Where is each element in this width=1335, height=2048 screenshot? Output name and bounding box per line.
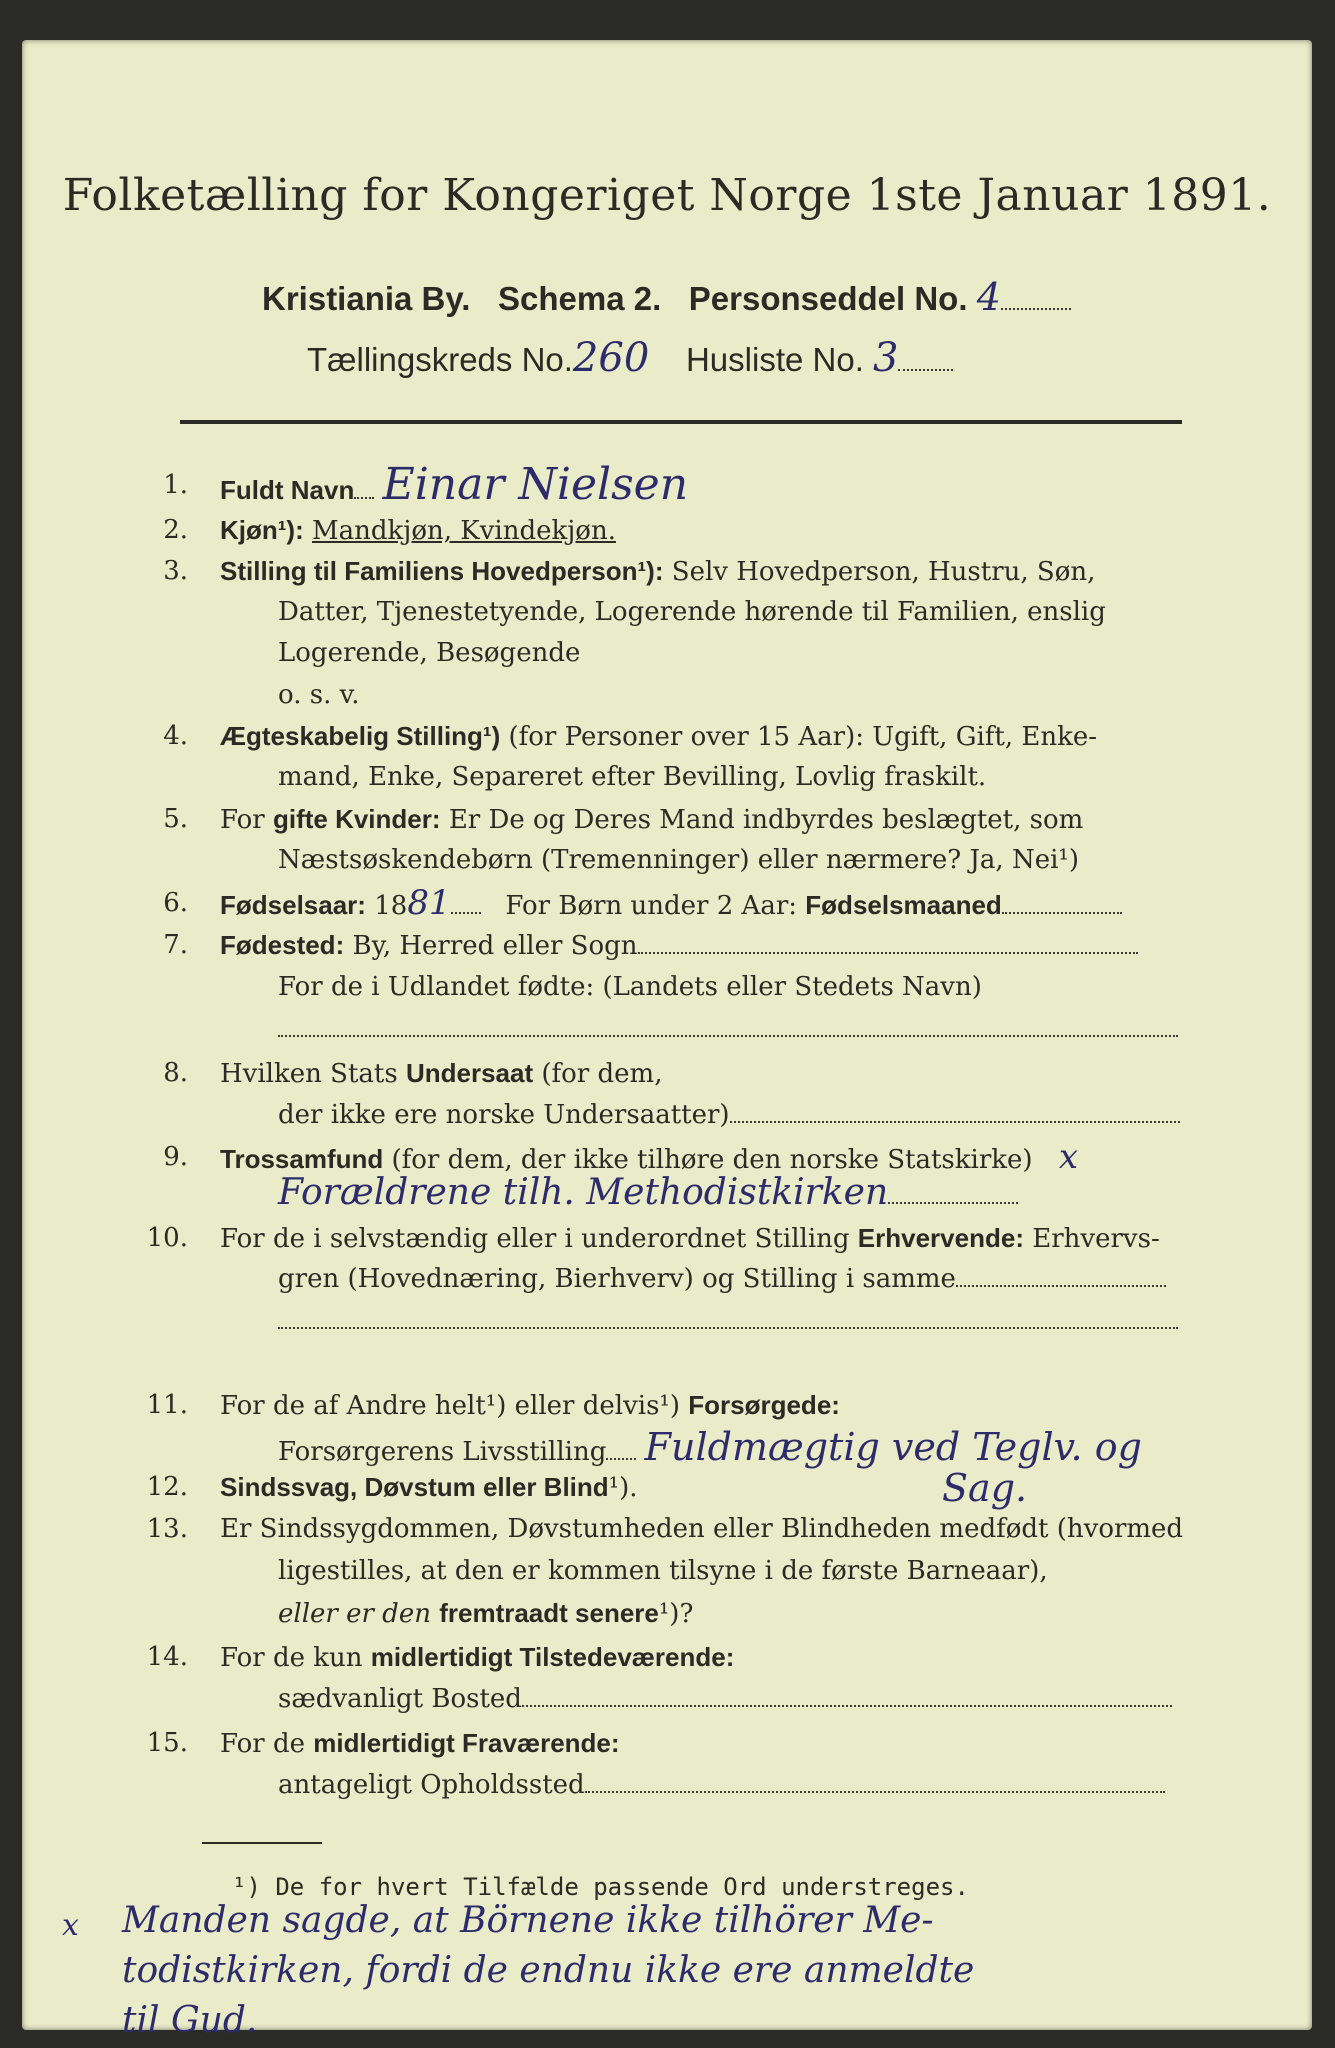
note-line-1: Manden sagde, at Börnene ikke tilhörer Me- [122,1900,934,1941]
item-number: 14. [146,1642,188,1672]
item-number: 6. [163,888,188,918]
occupation-text-2 [278,1262,1166,1296]
congenital-prefix: eller er den [278,1599,431,1629]
stay-location-label: antageligt Opholdssted [278,1770,585,1800]
item-number: 7. [163,930,188,960]
birthplace-abroad-text: For de i Udlandet fødte: (Landets eller Stedets Navn) [278,972,982,1002]
family-position-options-4: o. s. v. [278,680,360,710]
congenital-suffix: ¹)? [658,1599,694,1629]
citizenship-row [220,1056,662,1091]
religion-value-row [278,1172,1018,1213]
birth-year-prefix: 18 [374,891,408,921]
provider-occupation-value: Fuldmægtig ved Teglv. og [644,1425,1142,1469]
family-position-label: Stilling til Familiens Hovedperson¹): [220,556,664,586]
header-divider [180,420,1182,424]
occupation-row [220,1221,1160,1256]
religion-text: (for dem, der ikke tilhøre den norske Statskirke) [391,1145,1033,1175]
occupation-line [278,1304,1178,1338]
supported-label: Forsørgede: [688,1390,840,1420]
supported-prefix: For de af Andre helt¹) eller delvis¹) [220,1391,680,1421]
footnote: ¹) De for hvert Tilfælde passende Ord understreges. [232,1873,969,1901]
occupation-text-2-label: gren (Hovednæring, Bierhverv) og Stilling i samme [278,1264,956,1294]
citizenship-text-2 [278,1098,1180,1132]
item-number: 5. [163,804,188,834]
temporary-present-row [220,1640,734,1675]
full-name-value: Einar Nielsen [382,459,689,510]
citizenship-label: Undersaat [405,1058,534,1088]
husliste-number: 3 [873,335,899,381]
birth-year-row [220,883,1122,923]
full-name-label: Fuldt Navn [220,475,355,505]
congenital-text-3 [278,1596,693,1631]
stay-location-row [278,1768,1165,1802]
citizenship-prefix: Hvilken Stats [220,1059,398,1089]
temporary-present-prefix: For de kun [220,1643,363,1673]
congenital-text-2: ligestilles, at den er kommen tilsyne i de første Barneaar), [278,1556,1048,1586]
item-number: 9. [163,1142,188,1172]
supported-row [220,1388,840,1423]
census-form-sheet [22,40,1312,2041]
item-number: 10. [146,1223,188,1253]
husliste-label: Husliste No. [685,341,864,378]
sex-options: Mandkjøn, Kvindekjøn. [312,516,616,546]
item-number: 13. [146,1514,188,1544]
item-number: 3. [163,556,188,586]
occupation-prefix: For de i selvstændig eller i underordnet Stilling [220,1224,850,1254]
married-women-text-2: Næstsøskendebørn (Tremenninger) eller nærmere? Ja, Nei¹) [278,845,1079,875]
form-title: Folketælling for Kongeriget Norge 1ste Januar 1891. [62,170,1272,221]
married-women-prefix: For [220,805,265,835]
marital-status-text-2: mand, Enke, Separeret efter Bevilling, Lovlig fraskilt. [278,762,987,792]
marital-status-text-1: (for Personer over 15 Aar): Ugift, Gift, Enke- [508,722,1098,752]
city-label: Kristiania By. [262,280,471,317]
item-number: 4. [163,721,188,751]
married-women-text-1: Er De og Deres Mand indbyrdes beslægtet, som [448,805,1084,835]
provider-occupation-row [278,1425,1142,1469]
note-line-2: todistkirken, fordi de endnu ikke ere anmeldte [122,1950,975,1991]
form-subtitle [262,275,1071,319]
religion-mark: x [1058,1137,1079,1177]
item-number: 8. [163,1058,188,1088]
schema-label: Schema 2. [497,280,662,317]
birthplace-abroad-line [278,1012,1178,1046]
item-number: 2. [163,515,188,545]
birthplace-label: Fødested: [220,930,345,960]
family-position-options-3: Logerende, Besøgende [278,638,581,668]
provider-occupation-value-2: Sag. [942,1466,1028,1510]
temporary-absent-row [220,1726,620,1761]
family-position-options-1: Selv Hovedperson, Hustru, Søn, [671,557,1096,587]
birthplace-row [220,928,1138,963]
congenital-text-1: Er Sindssygdommen, Døvstumheden eller Blindheden medfødt (hvormed [220,1514,1184,1544]
usual-residence-row [278,1682,1172,1716]
birth-month-label: Fødselsmaaned [805,890,1002,920]
congenital-label: fremtraadt senere [439,1598,659,1628]
personseddel-label: Personseddel No. [688,280,968,317]
occupation-suffix: Erhvervs- [1032,1224,1160,1254]
item-number: 1. [163,470,188,500]
district-line [307,335,953,381]
taellingskreds-label: Tællingskreds No. [307,341,573,378]
item-number: 11. [146,1390,188,1420]
religion-label: Trossamfund [220,1144,384,1174]
disability-row [220,1470,638,1505]
usual-residence-label: sædvanligt Bosted [278,1684,522,1714]
provider-occupation-label: Forsørgerens Livsstilling [278,1437,607,1467]
family-position-row [220,554,1095,589]
marital-status-row [220,719,1097,754]
married-women-row [220,802,1083,837]
family-position-options-2: Datter, Tjenestetyende, Logerende hørende til Familien, enslig [278,597,1106,627]
birth-month-text: For Børn under 2 Aar: [505,891,798,921]
married-women-label: gifte Kvinder: [272,804,441,834]
personseddel-number: 4 [976,275,1001,319]
marital-status-label: Ægteskabelig Stilling¹) [220,721,501,751]
temporary-absent-label: midlertidigt Fraværende: [313,1728,620,1758]
item-number: 15. [146,1728,188,1758]
birthplace-options: By, Herred eller Sogn [352,931,638,961]
disability-label: Sindssvag, Døvstum eller Blind [220,1472,609,1502]
temporary-absent-prefix: For de [220,1729,305,1759]
occupation-label: Erhvervende: [857,1223,1024,1253]
religion-value: Forældrene tilh. Methodistkirken [278,1172,889,1213]
item-number: 12. [146,1472,188,1502]
temporary-present-label: midlertidigt Tilstedeværende: [370,1642,735,1672]
footnote-divider [202,1842,322,1844]
citizenship-text-2-label: der ikke ere norske Undersaatter) [278,1100,730,1130]
disability-suffix: ¹). [608,1473,638,1503]
note-mark: x [62,1908,79,1943]
sex-label: Kjøn¹): [220,515,304,545]
taellingskreds-number: 260 [572,335,650,381]
note-line-3: til Gud. [122,2000,258,2041]
citizenship-text: (for dem, [541,1059,663,1089]
full-name-row [220,459,689,510]
sex-row [220,513,616,548]
birth-year-label: Fødselsaar: [220,890,366,920]
birth-year-value: 81 [407,883,451,923]
